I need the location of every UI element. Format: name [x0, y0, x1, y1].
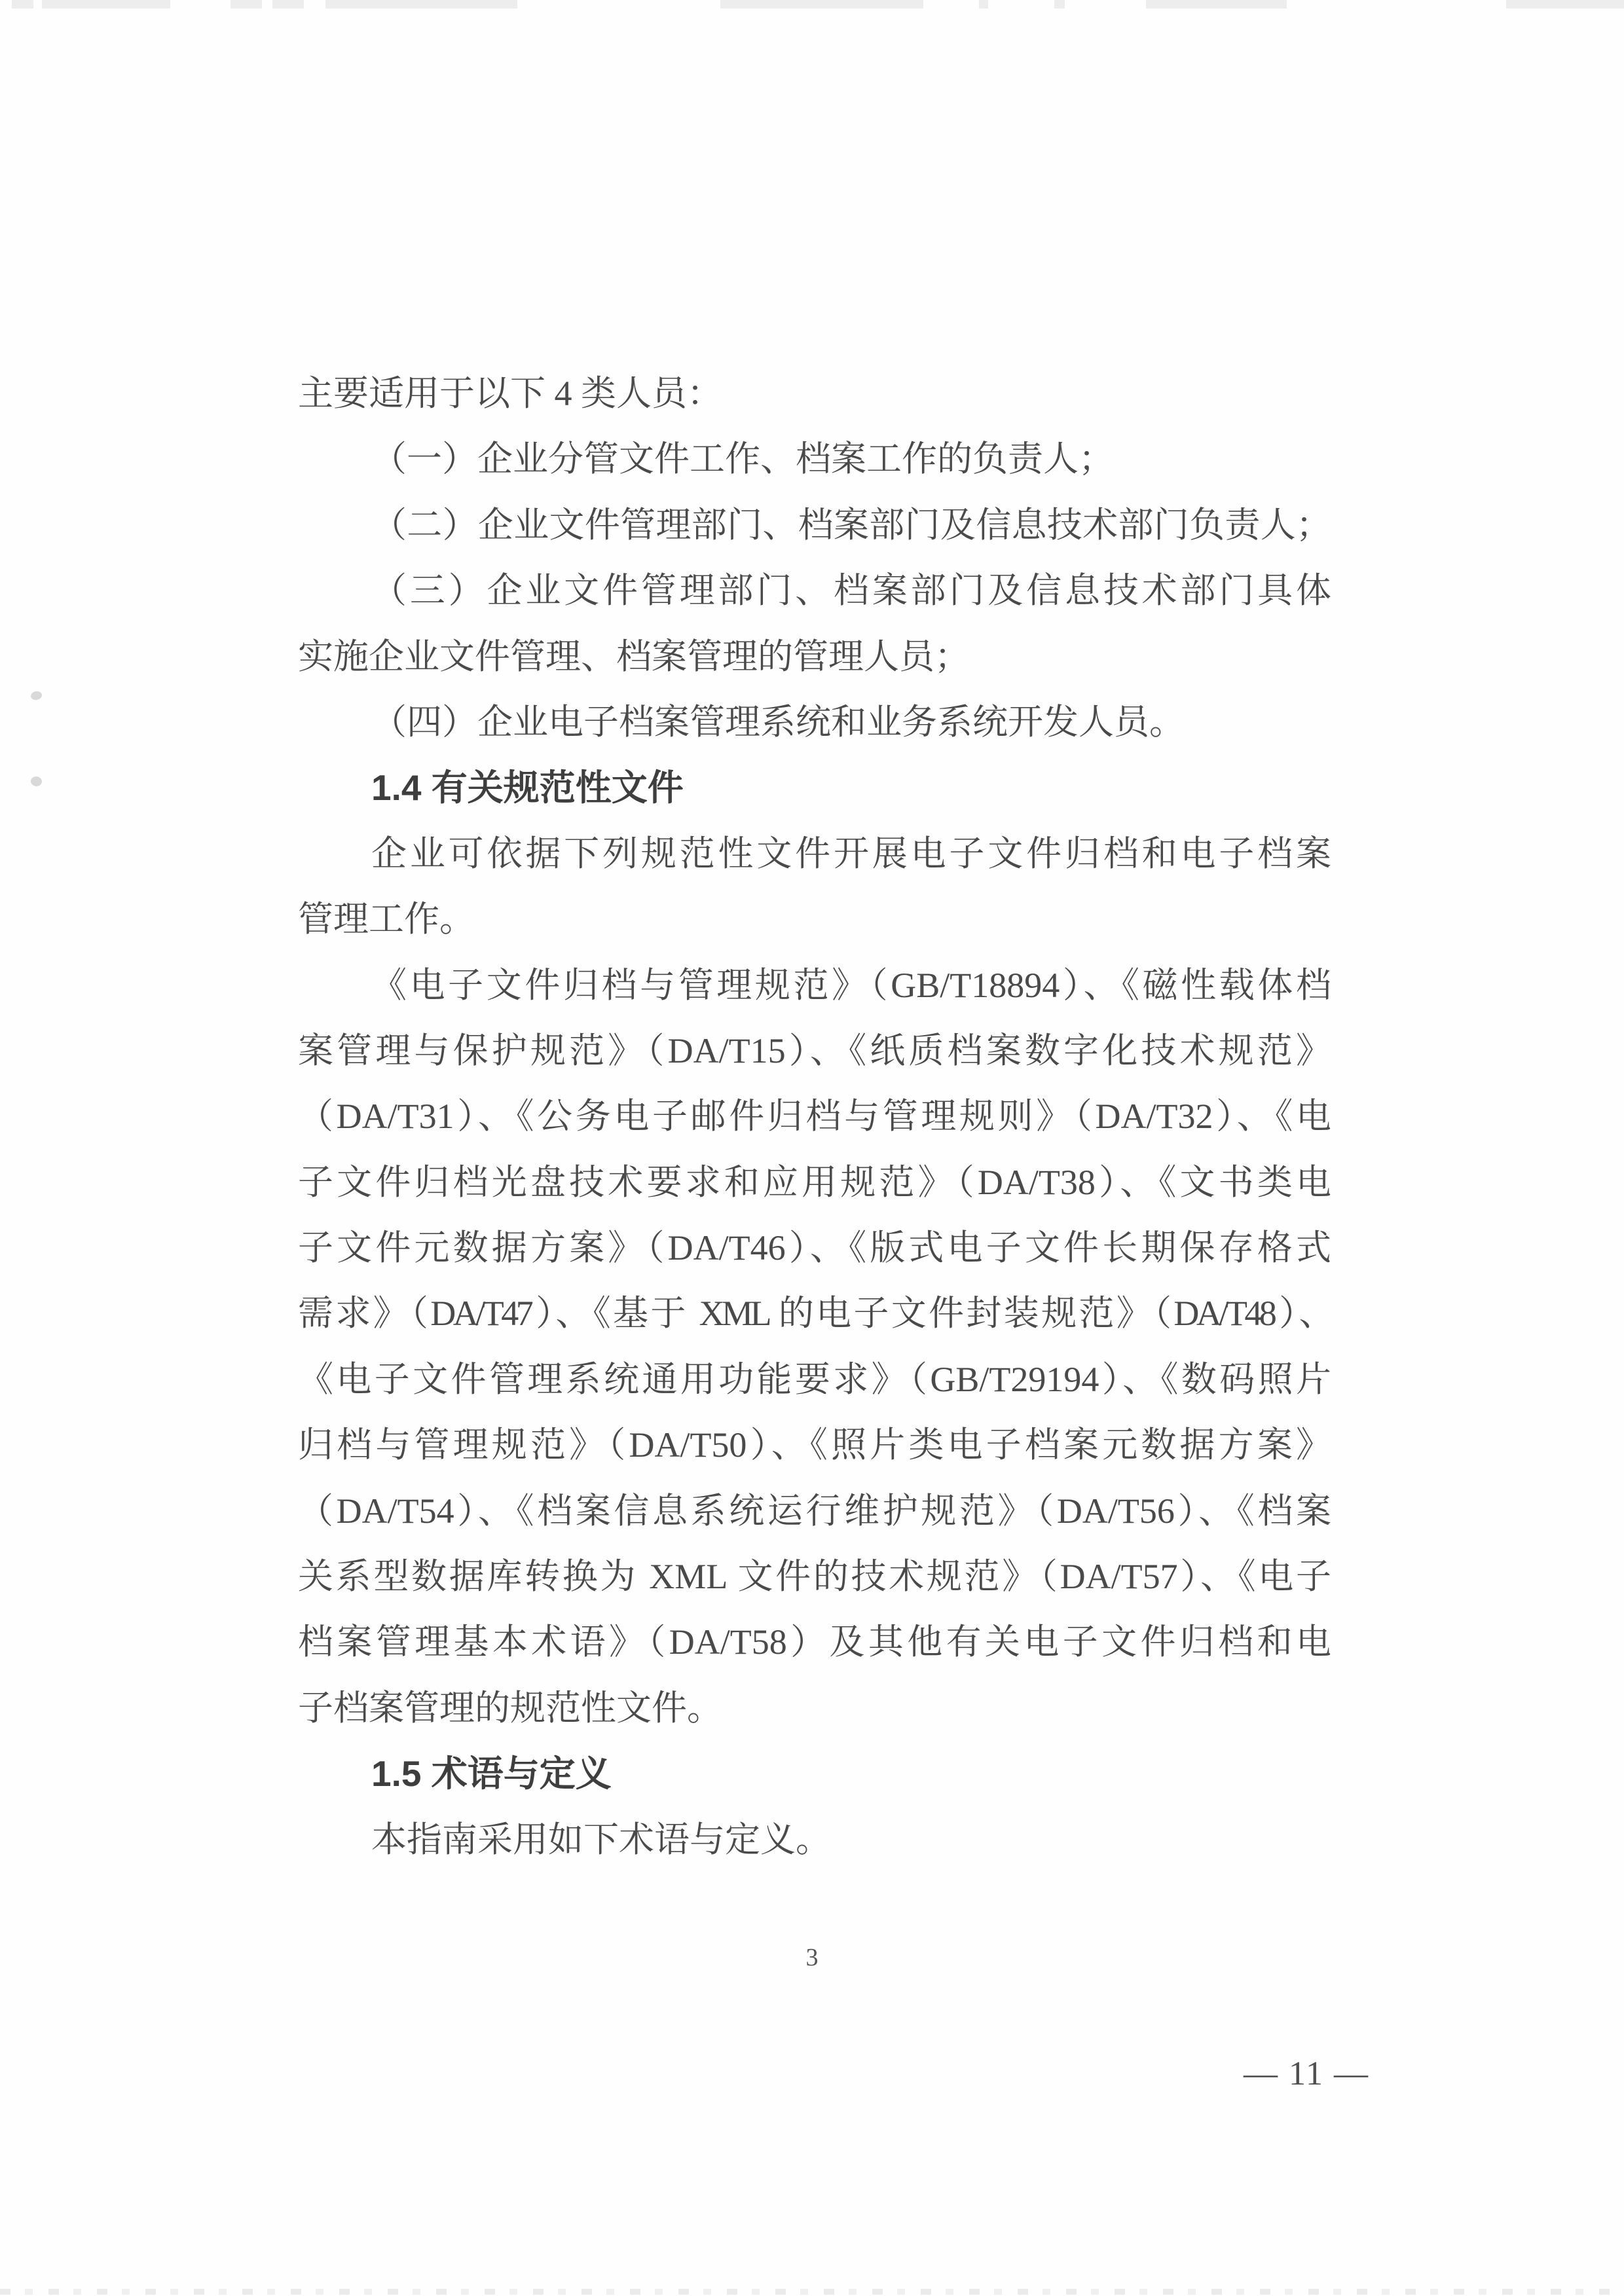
body-line: 子文件归档光盘技术要求和应用规范》（DA/T38）、《文书类电: [298, 1162, 1331, 1202]
body-line: 本指南采用如下术语与定义。: [371, 1819, 831, 1859]
scan-artifact-left-tick: [30, 690, 43, 701]
body-line: 实施企业文件管理、档案管理的管理人员；: [298, 636, 970, 676]
scan-artifact-bottom-edge: [0, 2289, 1624, 2295]
body-line: 子档案管理的规范性文件。: [298, 1688, 722, 1728]
document-body: [298, 361, 1331, 1872]
body-line: 归档与管理规范》（DA/T50）、《照片类电子档案元数据方案》: [298, 1425, 1331, 1465]
section-heading-1-4: 1.4 有关规范性文件: [371, 767, 684, 809]
body-line: 《电子文件归档与管理规范》（GB/T18894）、《磁性载体档: [371, 965, 1331, 1005]
body-line: （DA/T31）、《公务电子邮件归档与管理规则》（DA/T32）、《电: [298, 1097, 1331, 1137]
body-line: 档案管理基本术语》（DA/T58）及其他有关电子文件归档和电: [298, 1622, 1331, 1662]
body-line: 管理工作。: [298, 900, 475, 939]
scan-artifact-left-tick: [30, 776, 43, 787]
body-line: （四）企业电子档案管理系统和业务系统开发人员。: [371, 702, 1185, 742]
body-line: 关系型数据库转换为 XML 文件的技术规范》（DA/T57）、《电子: [298, 1557, 1331, 1597]
page-number: — 11 —: [1243, 2055, 1370, 2092]
body-line: 子文件元数据方案》（DA/T46）、《版式电子文件长期保存格式: [298, 1228, 1331, 1268]
body-line: （一）企业分管文件工作、档案工作的负责人；: [371, 439, 1114, 479]
body-line: 主要适用于以下 4 类人员：: [298, 374, 722, 413]
body-line: 案管理与保护规范》（DA/T15）、《纸质档案数字化技术规范》: [298, 1030, 1331, 1070]
body-line: 企业可依据下列规范性文件开展电子文件归档和电子档案: [371, 833, 1331, 873]
body-line: （二）企业文件管理部门、档案部门及信息技术部门负责人；: [371, 505, 1331, 545]
body-line: 需求》（DA/T47）、《基于 XML 的电子文件封装规范》（DA/T48）、: [298, 1294, 1331, 1334]
section-heading-1-5: 1.5 术语与定义: [371, 1753, 612, 1795]
body-line: （DA/T54）、《档案信息系统运行维护规范》（DA/T56）、《档案: [298, 1491, 1331, 1531]
body-line: （三）企业文件管理部门、档案部门及信息技术部门具体: [371, 571, 1331, 611]
inner-page-note: 3: [805, 1944, 819, 1971]
body-line: 《电子文件管理系统通用功能要求》（GB/T29194）、《数码照片: [298, 1359, 1331, 1399]
